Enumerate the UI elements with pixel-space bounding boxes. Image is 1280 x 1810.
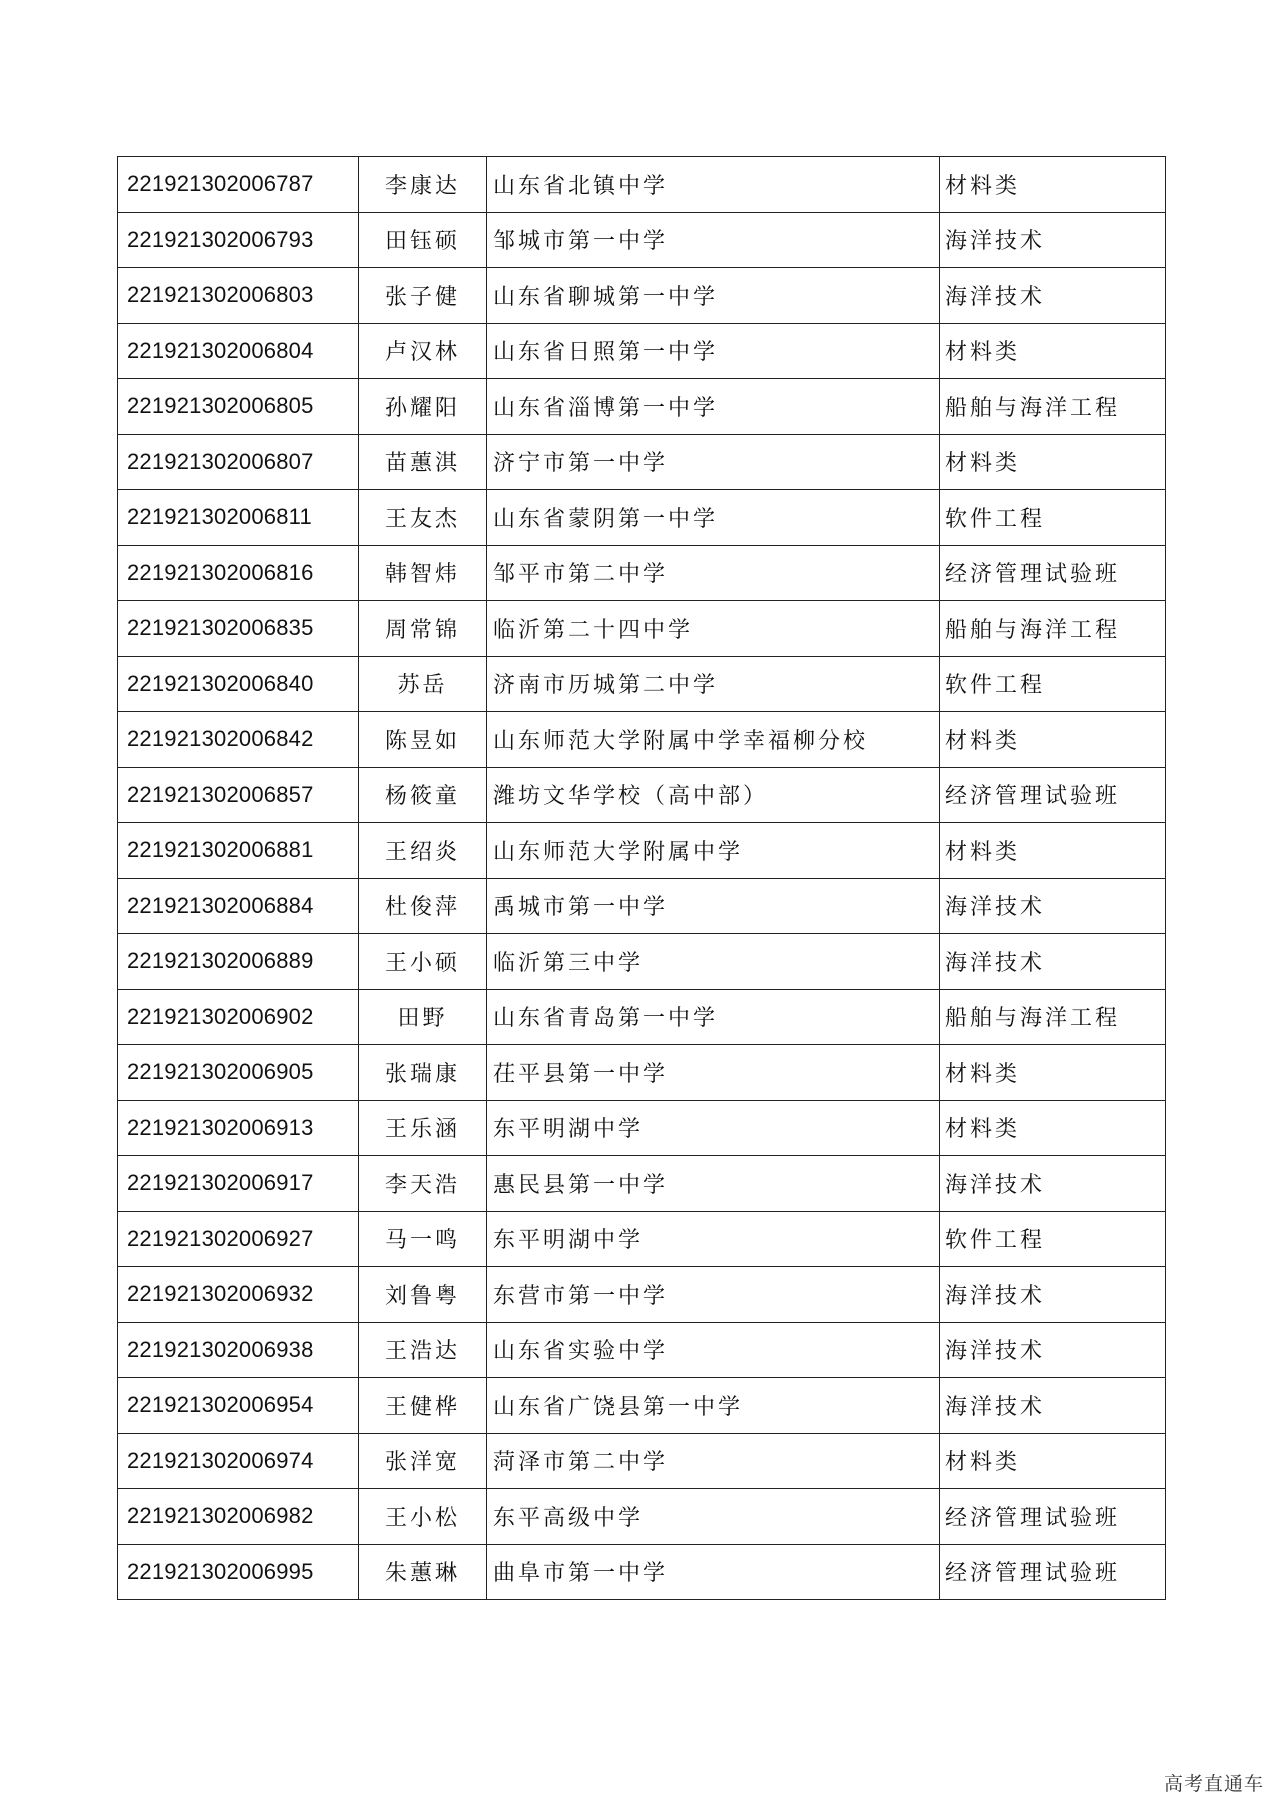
- table-row: [118, 1267, 1166, 1323]
- table-row: [118, 878, 1166, 934]
- school-cell: 山东师范大学附属中学: [487, 823, 940, 879]
- student-name-cell: 王乐涵: [359, 1100, 487, 1156]
- major-cell: 经济管理试验班: [940, 545, 1166, 601]
- candidate-id-cell: 221921302006932: [118, 1267, 359, 1323]
- student-name-cell: 刘鲁粤: [359, 1267, 487, 1323]
- watermark-text: 高考直通车: [1163, 1773, 1264, 1795]
- school-cell: 菏泽市第二中学: [487, 1433, 940, 1489]
- major-cell: 海洋技术: [940, 878, 1166, 934]
- student-name-cell: 李康达: [359, 157, 487, 213]
- school-cell: 潍坊文华学校（高中部）: [487, 767, 940, 823]
- candidate-id-cell: 221921302006917: [118, 1156, 359, 1212]
- student-name-cell: 王浩达: [359, 1322, 487, 1378]
- table-row: [118, 989, 1166, 1045]
- school-cell: 山东省北镇中学: [487, 157, 940, 213]
- table-row: [118, 712, 1166, 768]
- admission-roster-table: [117, 156, 1166, 1600]
- candidate-id-cell: 221921302006974: [118, 1433, 359, 1489]
- school-cell: 茌平县第一中学: [487, 1045, 940, 1101]
- candidate-id-cell: 221921302006804: [118, 323, 359, 379]
- candidate-id-cell: 221921302006995: [118, 1544, 359, 1600]
- school-cell: 东平高级中学: [487, 1489, 940, 1545]
- major-cell: 海洋技术: [940, 268, 1166, 324]
- candidate-id-cell: 221921302006803: [118, 268, 359, 324]
- candidate-id-cell: 221921302006787: [118, 157, 359, 213]
- major-cell: 海洋技术: [940, 1267, 1166, 1323]
- table-row: [118, 490, 1166, 546]
- student-name-cell: 孙耀阳: [359, 379, 487, 435]
- major-cell: 海洋技术: [940, 212, 1166, 268]
- candidate-id-cell: 221921302006805: [118, 379, 359, 435]
- candidate-id-cell: 221921302006807: [118, 434, 359, 490]
- student-name-cell: 王友杰: [359, 490, 487, 546]
- major-cell: 材料类: [940, 1045, 1166, 1101]
- major-cell: 海洋技术: [940, 1322, 1166, 1378]
- candidate-id-cell: 221921302006835: [118, 601, 359, 657]
- major-cell: 船舶与海洋工程: [940, 379, 1166, 435]
- candidate-id-cell: 221921302006840: [118, 656, 359, 712]
- school-cell: 山东省聊城第一中学: [487, 268, 940, 324]
- major-cell: 经济管理试验班: [940, 767, 1166, 823]
- table-row: [118, 268, 1166, 324]
- major-cell: 软件工程: [940, 490, 1166, 546]
- school-cell: 禹城市第一中学: [487, 878, 940, 934]
- school-cell: 东营市第一中学: [487, 1267, 940, 1323]
- table-row: [118, 934, 1166, 990]
- candidate-id-cell: 221921302006884: [118, 878, 359, 934]
- candidate-id-cell: 221921302006954: [118, 1378, 359, 1434]
- student-name-cell: 马一鸣: [359, 1211, 487, 1267]
- student-name-cell: 周常锦: [359, 601, 487, 657]
- table-row: [118, 545, 1166, 601]
- table-row: [118, 379, 1166, 435]
- candidate-id-cell: 221921302006793: [118, 212, 359, 268]
- candidate-id-cell: 221921302006842: [118, 712, 359, 768]
- student-name-cell: 张洋宽: [359, 1433, 487, 1489]
- student-name-cell: 陈昱如: [359, 712, 487, 768]
- table-row: [118, 1100, 1166, 1156]
- student-name-cell: 王健桦: [359, 1378, 487, 1434]
- student-name-cell: 卢汉林: [359, 323, 487, 379]
- candidate-id-cell: 221921302006982: [118, 1489, 359, 1545]
- candidate-id-cell: 221921302006927: [118, 1211, 359, 1267]
- major-cell: 材料类: [940, 823, 1166, 879]
- major-cell: 材料类: [940, 1433, 1166, 1489]
- major-cell: 经济管理试验班: [940, 1544, 1166, 1600]
- school-cell: 山东省淄博第一中学: [487, 379, 940, 435]
- table-row: [118, 1156, 1166, 1212]
- table-row: [118, 1322, 1166, 1378]
- major-cell: 海洋技术: [940, 1378, 1166, 1434]
- table-row: [118, 1045, 1166, 1101]
- student-name-cell: 苏岳: [359, 656, 487, 712]
- student-name-cell: 李天浩: [359, 1156, 487, 1212]
- candidate-id-cell: 221921302006913: [118, 1100, 359, 1156]
- table-row: [118, 1489, 1166, 1545]
- major-cell: 海洋技术: [940, 1156, 1166, 1212]
- major-cell: 海洋技术: [940, 934, 1166, 990]
- student-name-cell: 田野: [359, 989, 487, 1045]
- table-row: [118, 1433, 1166, 1489]
- school-cell: 济南市历城第二中学: [487, 656, 940, 712]
- student-name-cell: 王绍炎: [359, 823, 487, 879]
- school-cell: 东平明湖中学: [487, 1100, 940, 1156]
- candidate-id-cell: 221921302006881: [118, 823, 359, 879]
- table-row: [118, 1544, 1166, 1600]
- school-cell: 邹平市第二中学: [487, 545, 940, 601]
- roster-table-body: [118, 157, 1166, 1600]
- major-cell: 材料类: [940, 1100, 1166, 1156]
- school-cell: 临沂第二十四中学: [487, 601, 940, 657]
- student-name-cell: 王小硕: [359, 934, 487, 990]
- major-cell: 船舶与海洋工程: [940, 989, 1166, 1045]
- candidate-id-cell: 221921302006857: [118, 767, 359, 823]
- table-row: [118, 823, 1166, 879]
- candidate-id-cell: 221921302006811: [118, 490, 359, 546]
- student-name-cell: 田钰硕: [359, 212, 487, 268]
- table-row: [118, 767, 1166, 823]
- student-name-cell: 张瑞康: [359, 1045, 487, 1101]
- major-cell: 经济管理试验班: [940, 1489, 1166, 1545]
- school-cell: 曲阜市第一中学: [487, 1544, 940, 1600]
- major-cell: 材料类: [940, 157, 1166, 213]
- school-cell: 山东师范大学附属中学幸福柳分校: [487, 712, 940, 768]
- table-row: [118, 1211, 1166, 1267]
- school-cell: 山东省青岛第一中学: [487, 989, 940, 1045]
- candidate-id-cell: 221921302006902: [118, 989, 359, 1045]
- table-row: [118, 434, 1166, 490]
- table-row: [118, 656, 1166, 712]
- candidate-id-cell: 221921302006816: [118, 545, 359, 601]
- major-cell: 材料类: [940, 712, 1166, 768]
- school-cell: 济宁市第一中学: [487, 434, 940, 490]
- student-name-cell: 苗蕙淇: [359, 434, 487, 490]
- candidate-id-cell: 221921302006905: [118, 1045, 359, 1101]
- student-name-cell: 朱蕙琳: [359, 1544, 487, 1600]
- table-row: [118, 601, 1166, 657]
- major-cell: 软件工程: [940, 656, 1166, 712]
- school-cell: 东平明湖中学: [487, 1211, 940, 1267]
- table-row: [118, 157, 1166, 213]
- student-name-cell: 杨筱童: [359, 767, 487, 823]
- school-cell: 惠民县第一中学: [487, 1156, 940, 1212]
- student-name-cell: 韩智炜: [359, 545, 487, 601]
- school-cell: 山东省实验中学: [487, 1322, 940, 1378]
- student-name-cell: 杜俊萍: [359, 878, 487, 934]
- table-row: [118, 1378, 1166, 1434]
- school-cell: 山东省广饶县第一中学: [487, 1378, 940, 1434]
- school-cell: 山东省日照第一中学: [487, 323, 940, 379]
- major-cell: 软件工程: [940, 1211, 1166, 1267]
- candidate-id-cell: 221921302006938: [118, 1322, 359, 1378]
- student-name-cell: 王小松: [359, 1489, 487, 1545]
- school-cell: 临沂第三中学: [487, 934, 940, 990]
- table-row: [118, 212, 1166, 268]
- candidate-id-cell: 221921302006889: [118, 934, 359, 990]
- school-cell: 山东省蒙阴第一中学: [487, 490, 940, 546]
- major-cell: 材料类: [940, 434, 1166, 490]
- school-cell: 邹城市第一中学: [487, 212, 940, 268]
- table-row: [118, 323, 1166, 379]
- major-cell: 船舶与海洋工程: [940, 601, 1166, 657]
- major-cell: 材料类: [940, 323, 1166, 379]
- student-name-cell: 张子健: [359, 268, 487, 324]
